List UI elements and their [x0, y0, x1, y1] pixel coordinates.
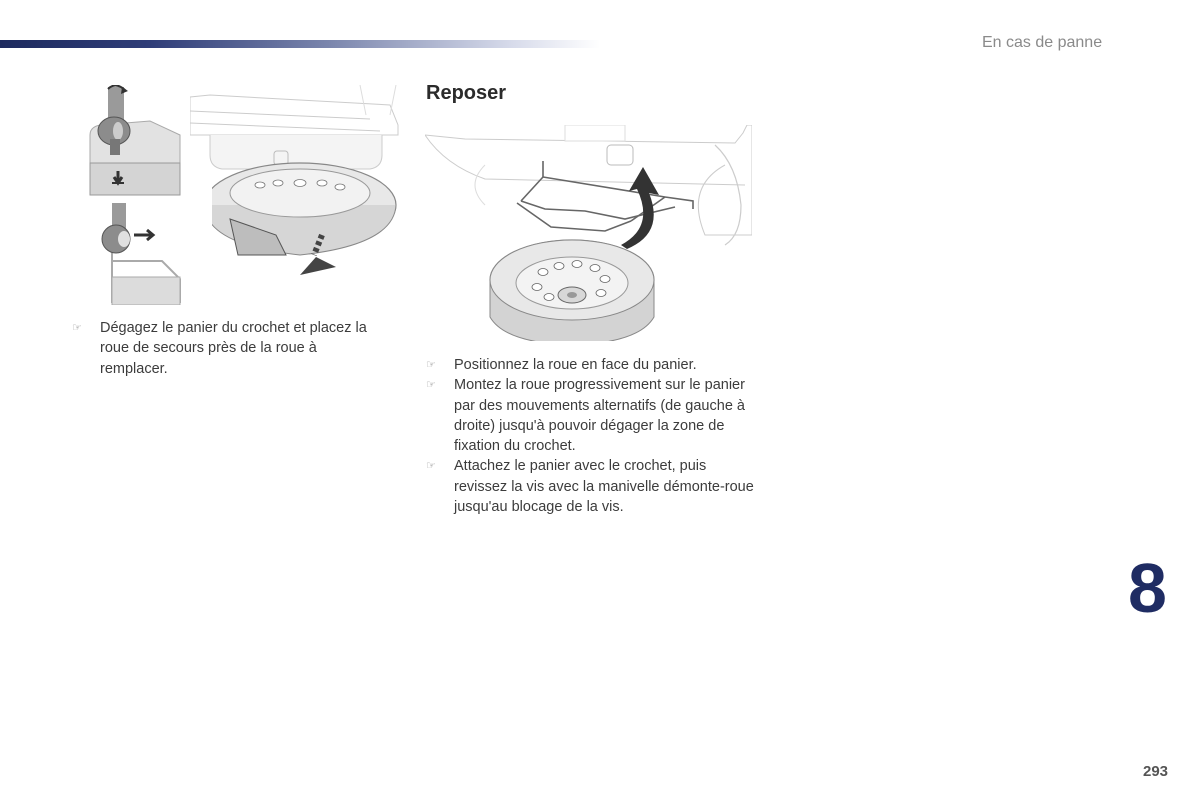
step-text: Positionnez la roue en face du panier. [454, 357, 697, 373]
wheel-reinstall-illustration [425, 125, 752, 345]
left-instructions [72, 318, 377, 379]
right-instructions [426, 355, 756, 517]
page-number: 293 [1143, 763, 1169, 780]
hook-release-illustration [86, 85, 182, 305]
step-text: Attachez le panier avec le crochet, puis revissez la vis avec la manivelle démonte-roue jusqu'au blocage de la vis. [454, 458, 754, 516]
chapter-number: 8 [1128, 549, 1167, 627]
section-title: En cas de panne [982, 34, 1103, 51]
step-text: Montez la roue progressivement sur le panier par des mouvements alternatifs (de gauche à droite) jusqu'à pouvoir dégager la zone de fixation du crochet. [454, 377, 745, 455]
instruction-step [426, 375, 756, 456]
header-accent-bar [0, 40, 600, 48]
hand-pointer-icon: ☞ [426, 379, 436, 392]
section-heading: Reposer [426, 82, 507, 104]
instruction-step [426, 355, 756, 375]
step-text: Dégagez le panier du crochet et placez la roue de secours près de la roue à remplacer. [100, 320, 367, 377]
hand-pointer-icon: ☞ [426, 359, 436, 371]
spare-wheel-lowering-illustration [190, 85, 400, 285]
hand-pointer-icon: ☞ [72, 322, 82, 334]
instruction-step [426, 456, 756, 517]
hand-pointer-icon: ☞ [426, 460, 436, 473]
instruction-step [72, 318, 377, 379]
